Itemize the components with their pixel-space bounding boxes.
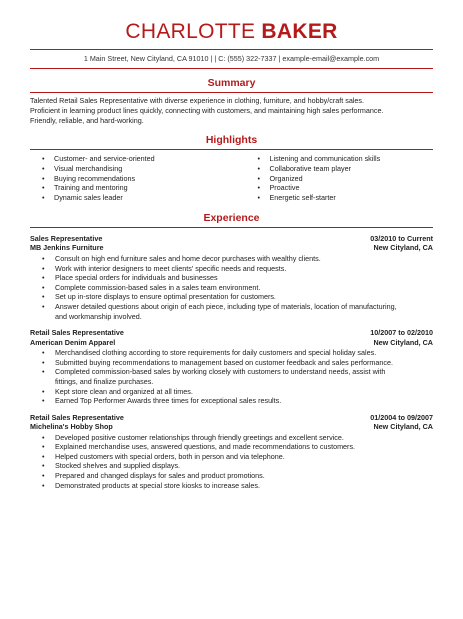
highlight-item: • Visual merchandising	[42, 164, 218, 174]
job-duty: • Complete commission-based sales in a sales team environment.	[42, 283, 433, 293]
job-duty: • Stocked shelves and supplied displays.	[42, 461, 433, 471]
job-company-row	[30, 422, 433, 432]
experience-divider	[30, 227, 433, 228]
job-company: American Denim Apparel	[30, 337, 116, 347]
job-duties	[30, 348, 433, 406]
job-dates: 10/2007 to 02/2010	[370, 328, 433, 338]
summary-line: Talented Retail Sales Representative with diverse experience in clothing, furniture, and hobby/craft sales.	[30, 96, 365, 105]
experience-heading: Experience	[203, 211, 260, 224]
job-duty: • Answer detailed questions about origin of each piece, including type of materials, location of manufacturing, and workmanship involved.	[42, 302, 433, 321]
name-divider	[30, 49, 433, 50]
contact-line: 1 Main Street, New Cityland, CA 91010 | | C: (555) 322-7337 | example-email@example.com	[83, 54, 380, 63]
job-duty: • Earned Top Performer Awards three times for exceptional sales results.	[42, 396, 433, 406]
job-company-row	[30, 338, 433, 348]
experience-list	[30, 234, 433, 490]
job-duty: • Merchandised clothing according to store requirements for daily customers and special holiday sales.	[42, 348, 433, 358]
highlight-item: • Collaborative team player	[258, 164, 434, 174]
highlight-item: • Buying recommendations	[42, 174, 218, 184]
highlight-item: • Training and mentoring	[42, 183, 218, 193]
job-duty: • Completed commission-based sales by working closely with customers to understand needs, assist with fittings, and finalize purchases.	[42, 367, 433, 386]
candidate-name	[30, 20, 433, 44]
job-duty: • Consult on high end furniture sales and home decor purchases with wealthy clients.	[42, 254, 433, 264]
job-duties	[30, 254, 433, 321]
job-duties	[30, 433, 433, 491]
highlight-item: • Listening and communication skills	[258, 154, 434, 164]
job-location: New Cityland, CA	[373, 243, 433, 253]
job-duty: • Submitted buying recommendations to management based on customer feedback and sales performance.	[42, 358, 433, 368]
job-duty: • Prepared and changed displays for sales and product promotions.	[42, 471, 433, 481]
highlight-item: • Dynamic sales leader	[42, 193, 218, 203]
last-name: BAKER	[261, 20, 338, 43]
summary-line: Proficient in learning product lines quickly, connecting with customers, and maintaining high sales performance.	[30, 106, 384, 115]
highlight-item: • Energetic self-starter	[258, 193, 434, 203]
summary-heading: Summary	[207, 77, 256, 89]
job-duty: • Place special orders for individuals and businesses	[42, 273, 433, 283]
highlights-heading: Highlights	[205, 134, 258, 146]
job-dates: 03/2010 to Current	[370, 233, 433, 243]
job-location: New Cityland, CA	[373, 337, 433, 347]
contact-divider	[30, 68, 433, 69]
job-location: New Cityland, CA	[373, 422, 433, 432]
job-title-row	[30, 328, 433, 338]
job-title: Retail Sales Representative	[30, 328, 124, 338]
job-duty: • Kept store clean and organized at all times.	[42, 387, 433, 397]
job-duty: • Helped customers with special orders, both in person and via telephone.	[42, 452, 433, 462]
job-entry	[30, 413, 433, 491]
summary-line: Friendly, reliable, and hard-working.	[30, 116, 144, 125]
summary-divider	[30, 92, 433, 93]
job-company: Michelina's Hobby Shop	[30, 422, 113, 432]
job-duty: • Demonstrated products at special store kiosks to increase sales.	[42, 481, 433, 491]
job-duty: • Explained merchandise uses, answered questions, and made recommendations to customers.	[42, 442, 433, 452]
job-company: MB Jenkins Furniture	[30, 243, 104, 253]
job-title: Retail Sales Representative	[30, 412, 124, 422]
job-title-row	[30, 413, 433, 423]
job-entry	[30, 234, 433, 321]
highlight-item: • Proactive	[258, 183, 434, 193]
highlight-item: • Customer- and service-oriented	[42, 154, 218, 164]
job-title: Sales Representative	[30, 233, 103, 243]
highlight-item: • Organized	[258, 174, 434, 184]
job-duty: • Work with interior designers to meet clients' specific needs and requests.	[42, 264, 433, 274]
first-name: CHARLOTTE	[125, 20, 256, 43]
job-entry	[30, 328, 433, 406]
job-duty: • Set up in-store displays to ensure optimal presentation for customers.	[42, 292, 433, 302]
highlights-left-column	[30, 154, 218, 203]
job-title-row	[30, 234, 433, 244]
summary-text	[30, 96, 433, 126]
highlights-list	[30, 154, 433, 203]
highlights-right-column	[218, 154, 434, 203]
highlights-divider	[30, 149, 433, 150]
job-company-row	[30, 243, 433, 253]
job-duty: • Developed positive customer relationships through friendly greetings and excellent service.	[42, 433, 433, 443]
resume-page	[0, 20, 463, 619]
job-dates: 01/2004 to 09/2007	[370, 412, 433, 422]
